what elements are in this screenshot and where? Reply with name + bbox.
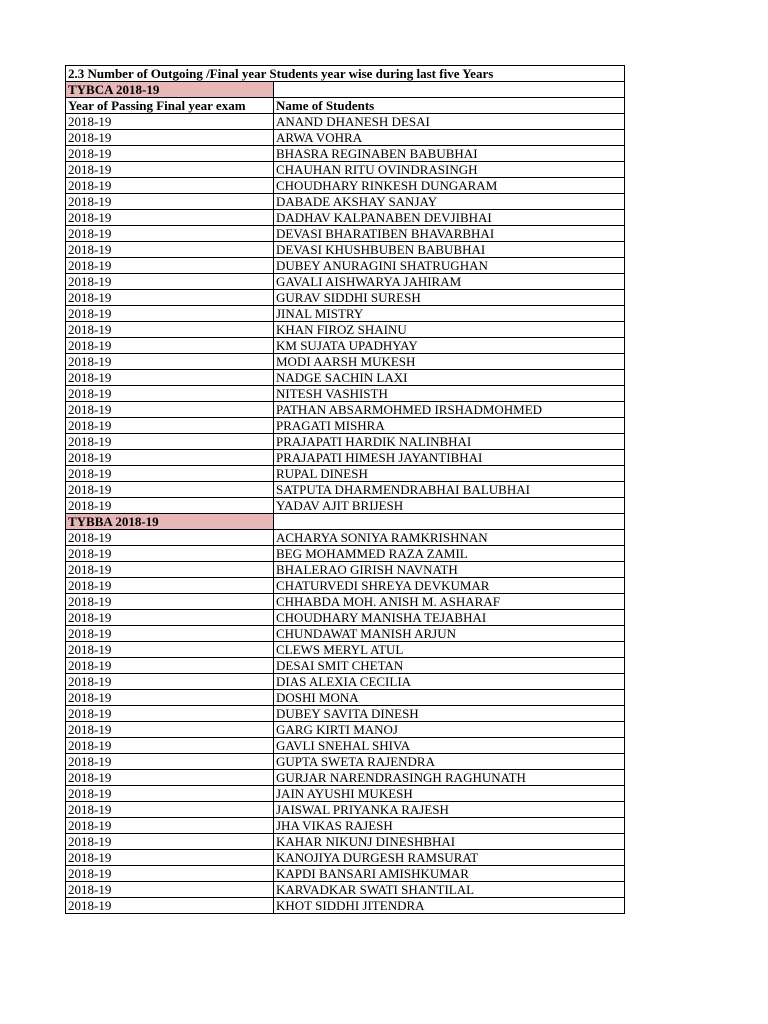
student-name-cell[interactable]: DEVASI BHARATIBEN BHAVARBHAI bbox=[274, 226, 625, 242]
year-cell[interactable]: 2018-19 bbox=[66, 866, 274, 882]
year-cell[interactable]: 2018-19 bbox=[66, 258, 274, 274]
student-name-cell[interactable]: DIAS ALEXIA CECILIA bbox=[274, 674, 625, 690]
student-name-cell[interactable]: KHAN FIROZ SHAINU bbox=[274, 322, 625, 338]
year-cell[interactable]: 2018-19 bbox=[66, 818, 274, 834]
year-cell[interactable]: 2018-19 bbox=[66, 610, 274, 626]
student-name-cell[interactable]: RUPAL DINESH bbox=[274, 466, 625, 482]
table-row bbox=[66, 370, 625, 386]
student-name-cell[interactable]: MODI AARSH MUKESH bbox=[274, 354, 625, 370]
student-name-cell[interactable]: ACHARYA SONIYA RAMKRISHNAN bbox=[274, 530, 625, 546]
student-name-cell[interactable]: DADHAV KALPANABEN DEVJIBHAI bbox=[274, 210, 625, 226]
table-row bbox=[66, 418, 625, 434]
student-name-cell[interactable]: KHOT SIDDHI JITENDRA bbox=[274, 898, 625, 914]
year-cell[interactable]: 2018-19 bbox=[66, 562, 274, 578]
table-row bbox=[66, 114, 625, 130]
header-row bbox=[66, 98, 625, 114]
year-cell[interactable]: 2018-19 bbox=[66, 226, 274, 242]
year-cell[interactable]: 2018-19 bbox=[66, 722, 274, 738]
year-cell[interactable]: 2018-19 bbox=[66, 466, 274, 482]
student-name-cell[interactable]: DESAI SMIT CHETAN bbox=[274, 658, 625, 674]
table-row bbox=[66, 786, 625, 802]
student-name-cell[interactable]: CHOUDHARY RINKESH DUNGARAM bbox=[274, 178, 625, 194]
student-name-cell[interactable]: KARVADKAR SWATI SHANTILAL bbox=[274, 882, 625, 898]
year-cell[interactable]: 2018-19 bbox=[66, 674, 274, 690]
section-row bbox=[66, 82, 625, 98]
table-row bbox=[66, 194, 625, 210]
student-name-cell[interactable]: DUBEY ANURAGINI SHATRUGHAN bbox=[274, 258, 625, 274]
year-cell[interactable]: 2018-19 bbox=[66, 338, 274, 354]
table-row bbox=[66, 722, 625, 738]
table-row bbox=[66, 162, 625, 178]
student-name-cell[interactable]: JAISWAL PRIYANKA RAJESH bbox=[274, 802, 625, 818]
year-cell[interactable]: 2018-19 bbox=[66, 370, 274, 386]
table-row bbox=[66, 322, 625, 338]
table-row bbox=[66, 146, 625, 162]
student-name-cell[interactable]: KM SUJATA UPADHYAY bbox=[274, 338, 625, 354]
year-cell[interactable]: 2018-19 bbox=[66, 146, 274, 162]
student-name-cell[interactable]: CLEWS MERYL ATUL bbox=[274, 642, 625, 658]
student-name-cell[interactable]: DOSHI MONA bbox=[274, 690, 625, 706]
year-cell[interactable]: 2018-19 bbox=[66, 578, 274, 594]
table-row bbox=[66, 450, 625, 466]
student-name-cell[interactable]: KAPDI BANSARI AMISHKUMAR bbox=[274, 866, 625, 882]
student-name-cell[interactable]: GAVLI SNEHAL SHIVA bbox=[274, 738, 625, 754]
year-cell[interactable]: 2018-19 bbox=[66, 594, 274, 610]
table-row bbox=[66, 578, 625, 594]
table-row bbox=[66, 834, 625, 850]
table-row bbox=[66, 386, 625, 402]
student-name-cell[interactable]: JAIN AYUSHI MUKESH bbox=[274, 786, 625, 802]
table-row bbox=[66, 898, 625, 914]
student-name-cell[interactable]: CHATURVEDI SHREYA DEVKUMAR bbox=[274, 578, 625, 594]
student-name-cell[interactable]: DABADE AKSHAY SANJAY bbox=[274, 194, 625, 210]
student-name-cell[interactable]: DUBEY SAVITA DINESH bbox=[274, 706, 625, 722]
student-name-cell[interactable]: DEVASI KHUSHBUBEN BABUBHAI bbox=[274, 242, 625, 258]
table-row bbox=[66, 642, 625, 658]
table-row bbox=[66, 402, 625, 418]
student-name-cell[interactable]: GUPTA SWETA RAJENDRA bbox=[274, 754, 625, 770]
year-cell[interactable]: 2018-19 bbox=[66, 242, 274, 258]
table-row bbox=[66, 498, 625, 514]
year-cell[interactable]: 2018-19 bbox=[66, 642, 274, 658]
table-row bbox=[66, 802, 625, 818]
table-row bbox=[66, 882, 625, 898]
table-row bbox=[66, 546, 625, 562]
year-cell[interactable]: 2018-19 bbox=[66, 306, 274, 322]
year-cell[interactable]: 2018-19 bbox=[66, 626, 274, 642]
table-row bbox=[66, 354, 625, 370]
year-cell[interactable]: 2018-19 bbox=[66, 754, 274, 770]
student-name-cell[interactable]: CHOUDHARY MANISHA TEJABHAI bbox=[274, 610, 625, 626]
year-cell[interactable]: 2018-19 bbox=[66, 434, 274, 450]
year-cell[interactable]: 2018-19 bbox=[66, 354, 274, 370]
table-row bbox=[66, 338, 625, 354]
table-row bbox=[66, 690, 625, 706]
year-cell[interactable]: 2018-19 bbox=[66, 738, 274, 754]
table-row bbox=[66, 274, 625, 290]
table-row bbox=[66, 658, 625, 674]
year-cell[interactable]: 2018-19 bbox=[66, 546, 274, 562]
student-name-cell[interactable]: PRAGATI MISHRA bbox=[274, 418, 625, 434]
section-label[interactable]: TYBBA 2018-19 bbox=[66, 514, 274, 530]
student-name-cell[interactable]: NITESH VASHISTH bbox=[274, 386, 625, 402]
table-row bbox=[66, 482, 625, 498]
page-title[interactable]: 2.3 Number of Outgoing /Final year Students year wise during last five Years bbox=[66, 66, 625, 82]
table-row bbox=[66, 610, 625, 626]
student-name-cell[interactable]: NADGE SACHIN LAXI bbox=[274, 370, 625, 386]
year-cell[interactable]: 2018-19 bbox=[66, 690, 274, 706]
year-cell[interactable]: 2018-19 bbox=[66, 418, 274, 434]
year-cell[interactable]: 2018-19 bbox=[66, 706, 274, 722]
student-name-cell[interactable]: YADAV AJIT BRIJESH bbox=[274, 498, 625, 514]
section-blank[interactable] bbox=[274, 82, 625, 98]
table-row bbox=[66, 434, 625, 450]
student-name-cell[interactable]: CHUNDAWAT MANISH ARJUN bbox=[274, 626, 625, 642]
student-name-cell[interactable]: PATHAN ABSARMOHMED IRSHADMOHMED bbox=[274, 402, 625, 418]
student-name-cell[interactable]: ARWA VOHRA bbox=[274, 130, 625, 146]
year-cell[interactable]: 2018-19 bbox=[66, 498, 274, 514]
year-cell[interactable]: 2018-19 bbox=[66, 898, 274, 914]
table-row bbox=[66, 210, 625, 226]
year-cell[interactable]: 2018-19 bbox=[66, 402, 274, 418]
year-cell[interactable]: 2018-19 bbox=[66, 802, 274, 818]
year-cell[interactable]: 2018-19 bbox=[66, 130, 274, 146]
table-row bbox=[66, 866, 625, 882]
student-name-cell[interactable]: GURAV SIDDHI SURESH bbox=[274, 290, 625, 306]
student-name-cell[interactable]: SATPUTA DHARMENDRABHAI BALUBHAI bbox=[274, 482, 625, 498]
table-row bbox=[66, 850, 625, 866]
student-name-cell[interactable]: GAVALI AISHWARYA JAHIRAM bbox=[274, 274, 625, 290]
student-name-cell[interactable]: JINAL MISTRY bbox=[274, 306, 625, 322]
student-name-cell[interactable]: GURJAR NARENDRASINGH RAGHUNATH bbox=[274, 770, 625, 786]
table-row bbox=[66, 466, 625, 482]
year-cell[interactable]: 2018-19 bbox=[66, 850, 274, 866]
student-table bbox=[65, 65, 625, 914]
table-row bbox=[66, 754, 625, 770]
column-header-year[interactable]: Year of Passing Final year exam bbox=[66, 98, 274, 114]
student-name-cell[interactable]: PRAJAPATI HARDIK NALINBHAI bbox=[274, 434, 625, 450]
table-row bbox=[66, 562, 625, 578]
table-row bbox=[66, 594, 625, 610]
student-name-cell[interactable]: BHALERAO GIRISH NAVNATH bbox=[274, 562, 625, 578]
student-name-cell[interactable]: KAHAR NIKUNJ DINESHBHAI bbox=[274, 834, 625, 850]
table-row bbox=[66, 290, 625, 306]
year-cell[interactable]: 2018-19 bbox=[66, 162, 274, 178]
year-cell[interactable]: 2018-19 bbox=[66, 178, 274, 194]
year-cell[interactable]: 2018-19 bbox=[66, 274, 274, 290]
year-cell[interactable]: 2018-19 bbox=[66, 658, 274, 674]
table-row bbox=[66, 242, 625, 258]
year-cell[interactable]: 2018-19 bbox=[66, 210, 274, 226]
table-row bbox=[66, 818, 625, 834]
year-cell[interactable]: 2018-19 bbox=[66, 530, 274, 546]
section-label[interactable]: TYBCA 2018-19 bbox=[66, 82, 274, 98]
section-blank[interactable] bbox=[274, 514, 625, 530]
year-cell[interactable]: 2018-19 bbox=[66, 386, 274, 402]
table-row bbox=[66, 258, 625, 274]
year-cell[interactable]: 2018-19 bbox=[66, 786, 274, 802]
section-row bbox=[66, 514, 625, 530]
table-row bbox=[66, 626, 625, 642]
student-name-cell[interactable]: ANAND DHANESH DESAI bbox=[274, 114, 625, 130]
student-table-body bbox=[66, 66, 625, 914]
year-cell[interactable]: 2018-19 bbox=[66, 834, 274, 850]
student-name-cell[interactable]: KANOJIYA DURGESH RAMSURAT bbox=[274, 850, 625, 866]
student-name-cell[interactable]: PRAJAPATI HIMESH JAYANTIBHAI bbox=[274, 450, 625, 466]
year-cell[interactable]: 2018-19 bbox=[66, 114, 274, 130]
student-name-cell[interactable]: GARG KIRTI MANOJ bbox=[274, 722, 625, 738]
table-row bbox=[66, 178, 625, 194]
student-name-cell[interactable]: BHASRA REGINABEN BABUBHAI bbox=[274, 146, 625, 162]
student-name-cell[interactable]: CHHABDA MOH. ANISH M. ASHARAF bbox=[274, 594, 625, 610]
year-cell[interactable]: 2018-19 bbox=[66, 770, 274, 786]
year-cell[interactable]: 2018-19 bbox=[66, 482, 274, 498]
student-name-cell[interactable]: CHAUHAN RITU OVINDRASINGH bbox=[274, 162, 625, 178]
title-row bbox=[66, 66, 625, 82]
column-header-name[interactable]: Name of Students bbox=[274, 98, 625, 114]
table-row bbox=[66, 770, 625, 786]
table-row bbox=[66, 706, 625, 722]
year-cell[interactable]: 2018-19 bbox=[66, 290, 274, 306]
table-row bbox=[66, 530, 625, 546]
year-cell[interactable]: 2018-19 bbox=[66, 322, 274, 338]
table-row bbox=[66, 674, 625, 690]
table-row bbox=[66, 130, 625, 146]
year-cell[interactable]: 2018-19 bbox=[66, 450, 274, 466]
table-row bbox=[66, 306, 625, 322]
student-name-cell[interactable]: BEG MOHAMMED RAZA ZAMIL bbox=[274, 546, 625, 562]
year-cell[interactable]: 2018-19 bbox=[66, 882, 274, 898]
table-row bbox=[66, 226, 625, 242]
table-row bbox=[66, 738, 625, 754]
student-name-cell[interactable]: JHA VIKAS RAJESH bbox=[274, 818, 625, 834]
year-cell[interactable]: 2018-19 bbox=[66, 194, 274, 210]
